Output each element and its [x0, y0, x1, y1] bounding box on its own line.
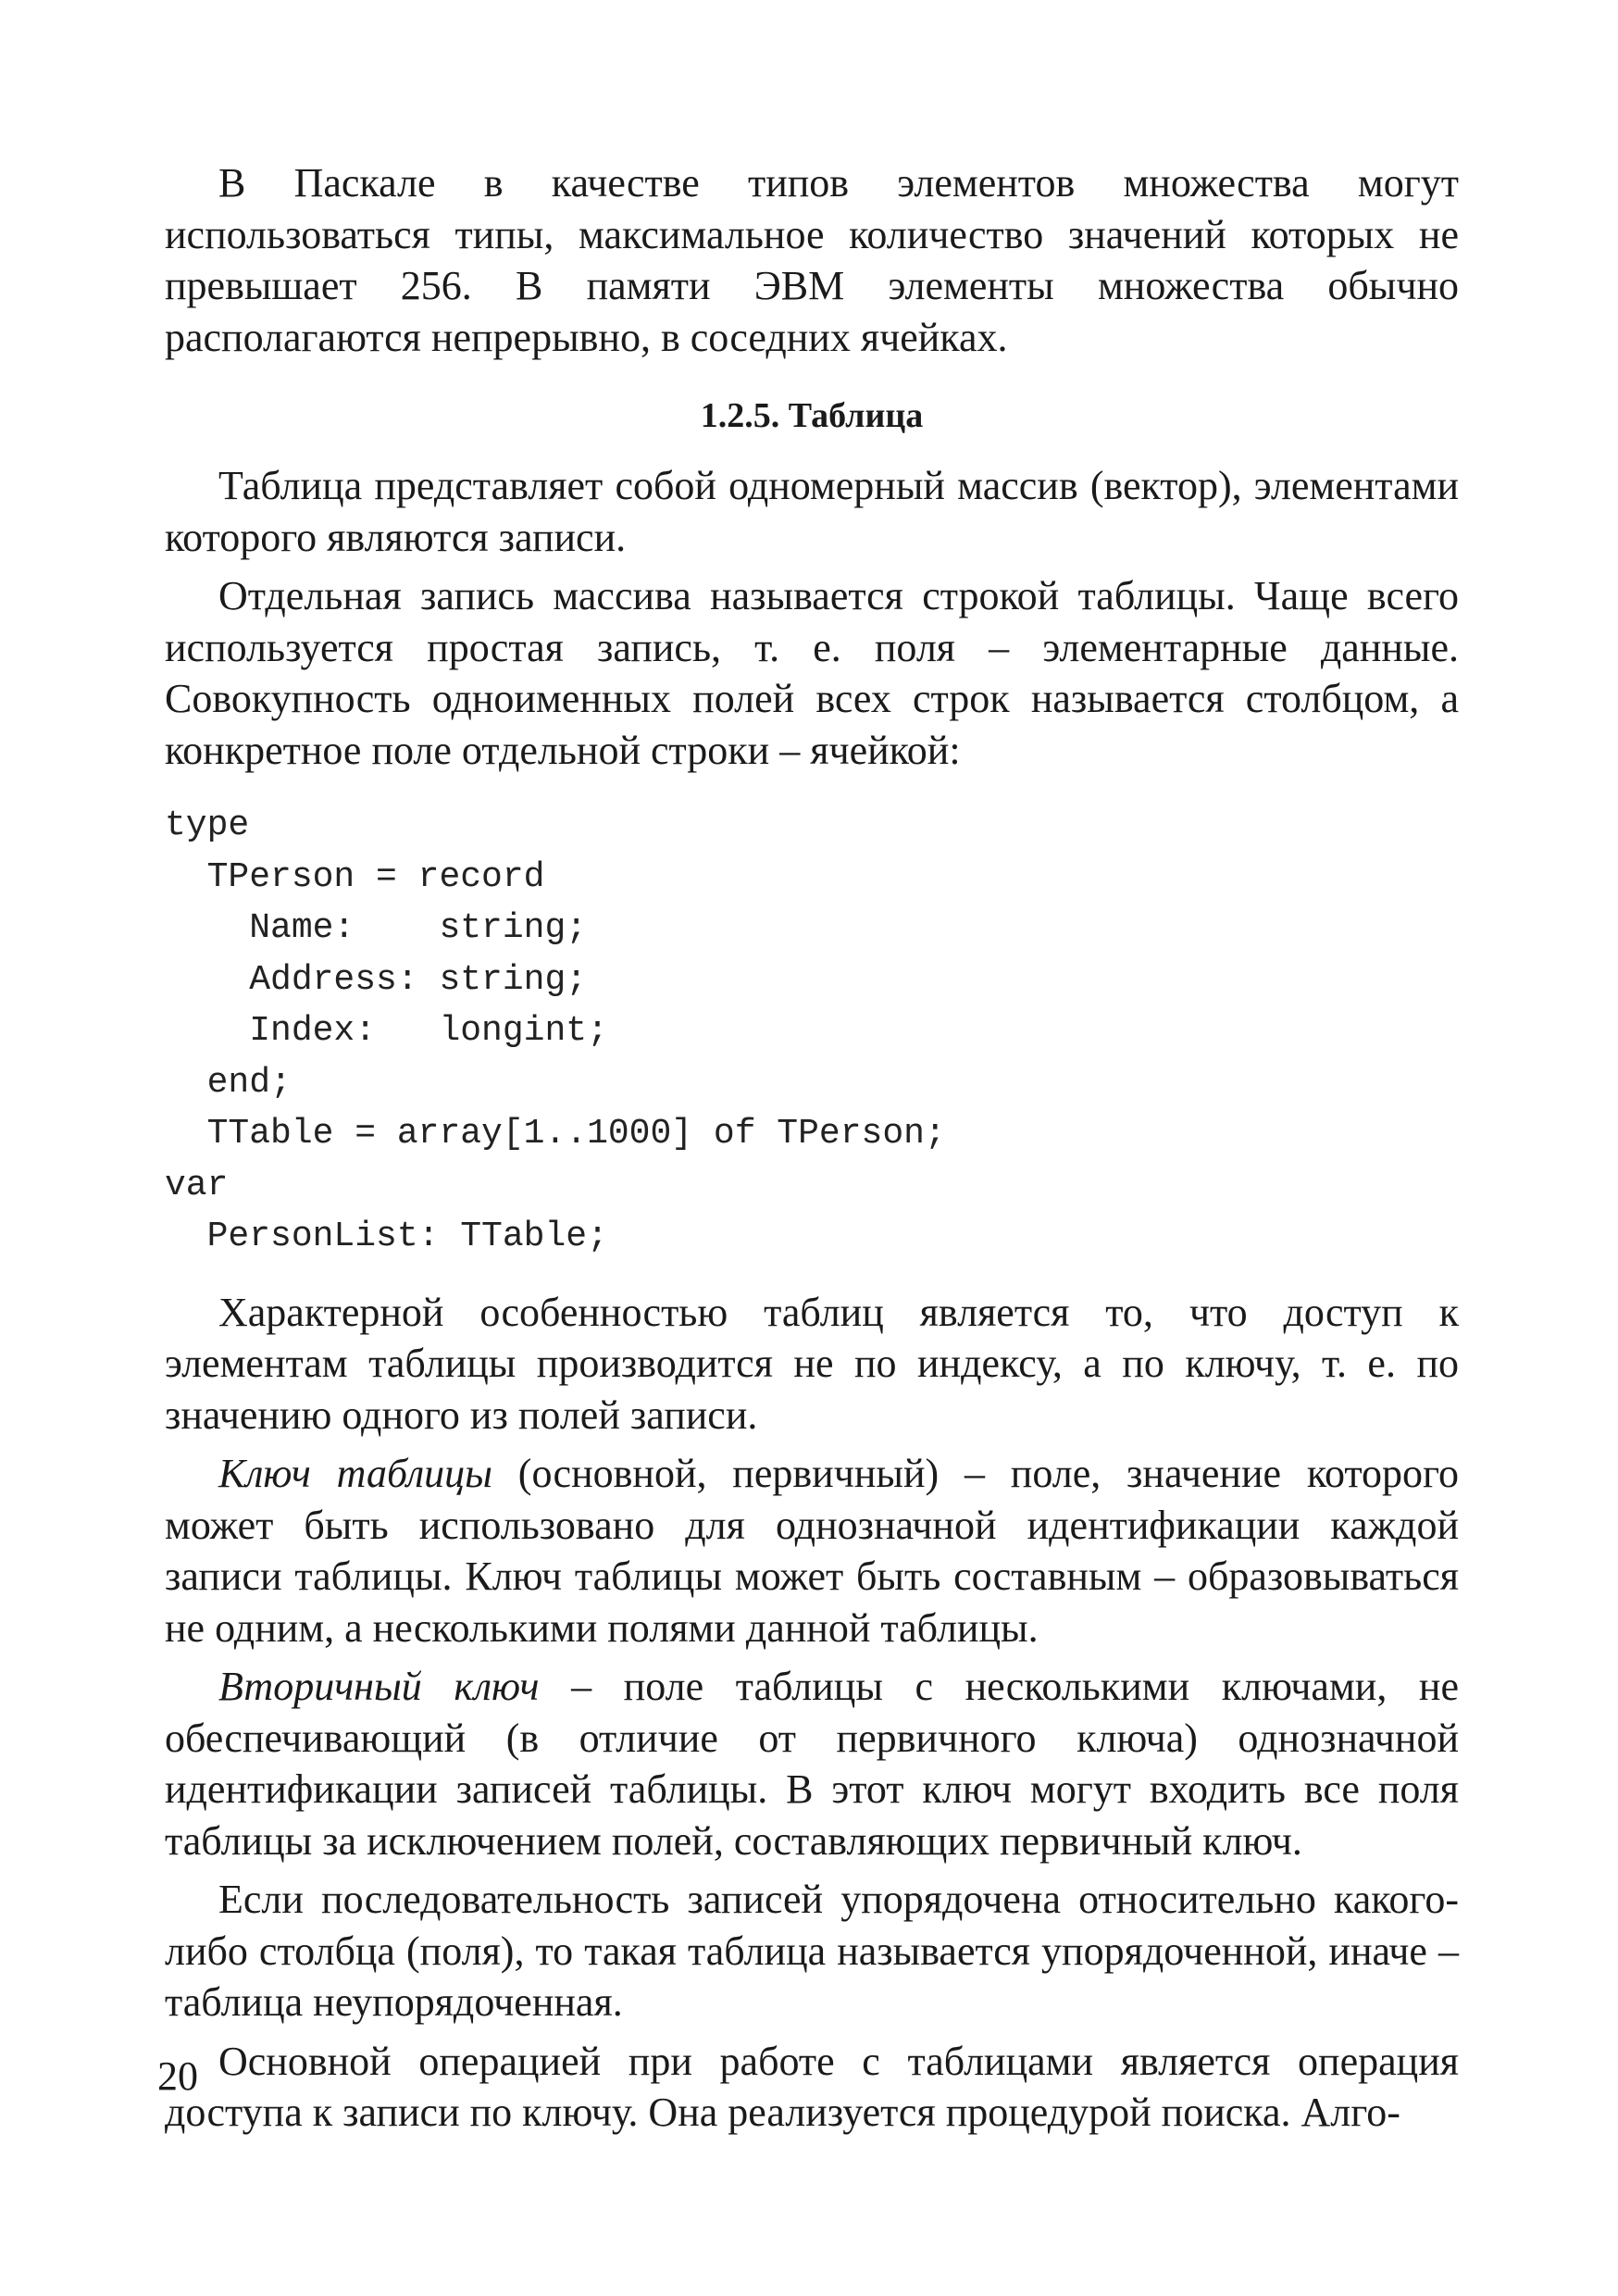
paragraph-feature: Характерной особенностью таблиц является то, что доступ к элементам таблицы производится не по индексу, а по ключу, т. е. по значению одного из полей записи. — [165, 1289, 1459, 1438]
section-heading: 1.2.5. Таблица — [700, 396, 924, 435]
paragraph-primary-key — [165, 1448, 1459, 1653]
term-secondary-key: Вторичный ключ — [218, 1664, 540, 1709]
paragraph-sets: В Паскале в качестве типов элементов множества могут использоваться типы, максимальное количество значений которых не превышает 256. В памяти ЭВМ элементы множества обычно располагаются непрерывно, в соседних ячейках. — [165, 160, 1459, 360]
page-body — [165, 157, 1459, 2139]
secondary-key-definition: – поле таблицы с несколькими ключами, не обеспечивающий (в отличие от первичного ключа) однозначной идентификации записей таблицы. В этот ключ могут входить все поля таблицы за исключением полей, составляющих первичный ключ. — [165, 1664, 1460, 1864]
paragraph-ordered-table: Если последовательность записей упорядочена относительно какого-либо столбца (поля), то такая таблица называется упорядоченной, иначе – таблица неупорядоченная. — [165, 1877, 1459, 2025]
paragraph-main-operation: Основной операцией при работе с таблицами является операция доступа к записи по ключу. Она реализуется процедурой поиска. Алго- — [165, 2038, 1459, 2135]
primary-key-definition: (основной, первичный) – поле, значение которого может быть использовано для однозначной идентификации каждой записи таблицы. Ключ таблицы может быть составным – образовываться не одним, а несколькими полями данной таблицы. — [165, 1451, 1459, 1651]
term-primary-key: Ключ таблицы — [218, 1451, 492, 1496]
paragraph-secondary-key — [165, 1661, 1459, 1866]
page-number: 20 — [157, 2053, 198, 2099]
paragraph-table-definition: Таблица представляет собой одномерный массив (вектор), элементами которого являются записи. — [165, 463, 1459, 560]
paragraph-row-definition: Отдельная запись массива называется строкой таблицы. Чаще всего используется простая запись, т. е. поля – элементарные данные. Совокупность одноименных полей всех строк называется столбцом, а конкретное поле отдельной строки – ячейкой: — [165, 573, 1459, 773]
code-block: type TPerson = record Name: string; Address: string; Index: longint; end; TTable = array[1..1000] of TPerson; var PersonList: TTable; — [165, 805, 946, 1256]
